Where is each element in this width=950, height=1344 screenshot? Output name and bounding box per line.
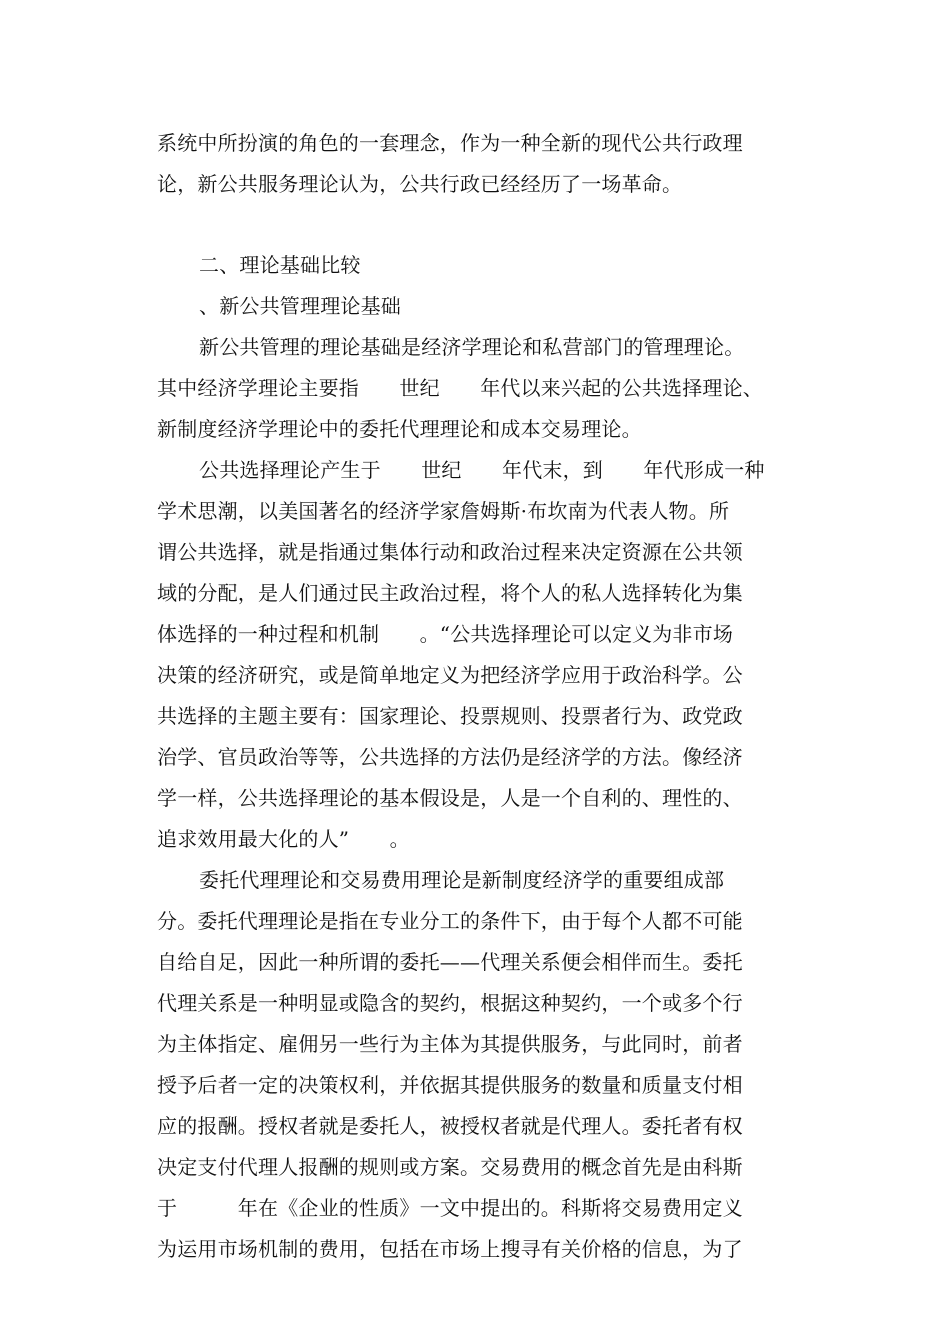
- text-line: 为主体指定、雇佣另一些行为主体为其提供服务，与此同时，前者: [157, 1032, 743, 1056]
- text-line: 代理关系是一种明显或隐含的契约，根据这种契约，一个或多个行: [157, 991, 743, 1015]
- text-line: 公共选择理论产生于 世纪 年代末，到 年代形成一种: [199, 458, 765, 482]
- text-line: 谓公共选择，就是指通过集体行动和政治过程来决定资源在公共领: [157, 540, 743, 564]
- text-line: 为运用市场机制的费用，包括在市场上搜寻有关价格的信息，为了: [157, 1237, 743, 1261]
- text-line: 决策的经济研究，或是简单地定义为把经济学应用于政治科学。公: [157, 663, 743, 687]
- text-line: 共选择的主题主要有：国家理论、投票规则、投票者行为、政党政: [157, 704, 743, 728]
- text-line: 委托代理理论和交易费用理论是新制度经济学的重要组成部: [199, 868, 725, 892]
- section-heading: 二、理论基础比较: [199, 253, 361, 277]
- text-line: 学术思潮，以美国著名的经济学家詹姆斯·布坎南为代表人物。所: [157, 499, 730, 523]
- text-line: 其中经济学理论主要指 世纪 年代以来兴起的公共选择理论、: [157, 376, 763, 400]
- text-line: 治学、官员政治等等，公共选择的方法仍是经济学的方法。像经济: [157, 745, 743, 769]
- text-line: 系统中所扮演的角色的一套理念，作为一种全新的现代公共行政理: [157, 131, 743, 155]
- text-line: 决定支付代理人报酬的规则或方案。交易费用的概念首先是由科斯: [157, 1155, 743, 1179]
- text-line: 授予后者一定的决策权利，并依据其提供服务的数量和质量支付相: [157, 1073, 743, 1097]
- text-line: 于 年在《企业的性质》一文中提出的。科斯将交易费用定义: [157, 1196, 743, 1220]
- text-line: 分。委托代理理论是指在专业分工的条件下，由于每个人都不可能: [157, 909, 743, 933]
- text-line: 追求效用最大化的人” 。: [157, 827, 410, 851]
- text-line: 体选择的一种过程和机制 。“公共选择理论可以定义为非市场: [157, 622, 734, 646]
- text-line: 学一样，公共选择理论的基本假设是，人是一个自利的、理性的、: [157, 786, 743, 810]
- subsection-heading: 、新公共管理理论基础: [199, 294, 401, 318]
- text-line: 论，新公共服务理论认为，公共行政已经经历了一场革命。: [157, 172, 683, 196]
- text-line: 应的报酬。授权者就是委托人，被授权者就是代理人。委托者有权: [157, 1114, 743, 1138]
- text-line: 域的分配，是人们通过民主政治过程，将个人的私人选择转化为集: [157, 581, 743, 605]
- text-line: 新制度经济学理论中的委托代理理论和成本交易理论。: [157, 417, 642, 441]
- text-line: 新公共管理的理论基础是经济学理论和私营部门的管理理论。: [199, 335, 745, 359]
- text-line: 自给自足，因此一种所谓的委托——代理关系便会相伴而生。委托: [157, 950, 743, 974]
